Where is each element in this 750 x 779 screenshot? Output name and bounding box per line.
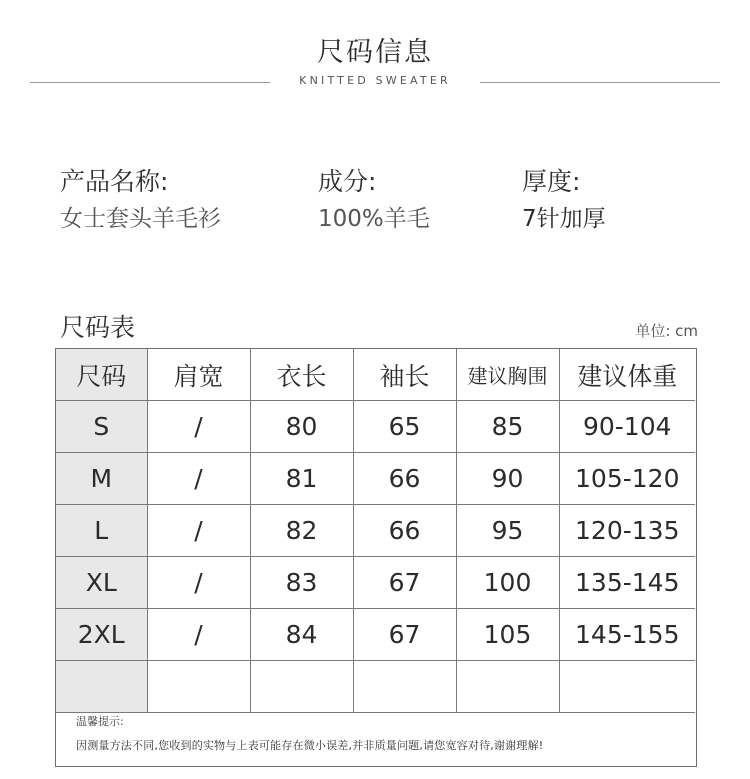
tips-text: 因测量方法不同,您收到的实物与上表可能存在微小误差,并非质量问题,请您宽容对待,谢谢理解!	[76, 739, 544, 752]
thickness-value: 7针加厚	[522, 206, 606, 232]
cell-bust: 85	[456, 401, 559, 453]
cell-sleeve: 65	[353, 401, 456, 453]
thickness-label: 厚度:	[522, 167, 581, 196]
unit-label: 单位: cm	[635, 322, 698, 340]
header-sleeve: 袖长	[353, 349, 456, 401]
cell-weight: 90-104	[559, 401, 695, 453]
product-name-value: 女士套头羊毛衫	[60, 206, 221, 232]
header-weight: 建议体重	[559, 349, 695, 401]
cell-weight: 145-155	[559, 609, 695, 661]
cell-bust: 105	[456, 609, 559, 661]
cell-sleeve: 67	[353, 557, 456, 609]
tips-title: 温馨提示:	[76, 715, 124, 728]
cell-size: XL	[56, 557, 147, 609]
page-title: 尺码信息	[317, 37, 433, 68]
cell-sleeve: 67	[353, 609, 456, 661]
cell-bust: 95	[456, 505, 559, 557]
size-table-title: 尺码表	[60, 313, 136, 342]
cell-weight: 105-120	[559, 453, 695, 505]
cell-length: 81	[250, 453, 353, 505]
divider-right	[480, 82, 720, 83]
cell-sleeve: 66	[353, 453, 456, 505]
cell-length: 82	[250, 505, 353, 557]
subtitle-bar	[30, 74, 720, 90]
header-size: 尺码	[56, 349, 147, 401]
header-length: 衣长	[250, 349, 353, 401]
divider-left	[30, 82, 270, 83]
table-row	[56, 453, 695, 505]
table-row	[56, 557, 695, 609]
cell-shoulder: /	[147, 401, 250, 453]
cell-weight: 135-145	[559, 557, 695, 609]
cell-size: S	[56, 401, 147, 453]
cell-bust: 90	[456, 453, 559, 505]
cell-length: 83	[250, 557, 353, 609]
cell-shoulder: /	[147, 505, 250, 557]
cell-size: L	[56, 505, 147, 557]
page-subtitle: KNITTED SWEATER	[299, 74, 451, 87]
cell-weight: 120-135	[559, 505, 695, 557]
cell-size: 2XL	[56, 609, 147, 661]
cell-shoulder: /	[147, 453, 250, 505]
table-row	[56, 401, 695, 453]
cell-size: M	[56, 453, 147, 505]
table-header-row	[56, 349, 695, 401]
cell-shoulder: /	[147, 609, 250, 661]
material-value: 100%羊毛	[318, 206, 430, 232]
product-name-label: 产品名称:	[60, 167, 169, 196]
table-row	[56, 505, 695, 557]
cell-shoulder: /	[147, 557, 250, 609]
size-table	[56, 349, 695, 713]
material-label: 成分:	[318, 167, 377, 196]
cell-bust: 100	[456, 557, 559, 609]
header-shoulder: 肩宽	[147, 349, 250, 401]
size-table-box	[55, 348, 697, 767]
cell-length: 80	[250, 401, 353, 453]
table-row	[56, 609, 695, 661]
header-bust: 建议胸围	[456, 349, 559, 401]
tips-note	[56, 705, 695, 753]
cell-length: 84	[250, 609, 353, 661]
cell-sleeve: 66	[353, 505, 456, 557]
